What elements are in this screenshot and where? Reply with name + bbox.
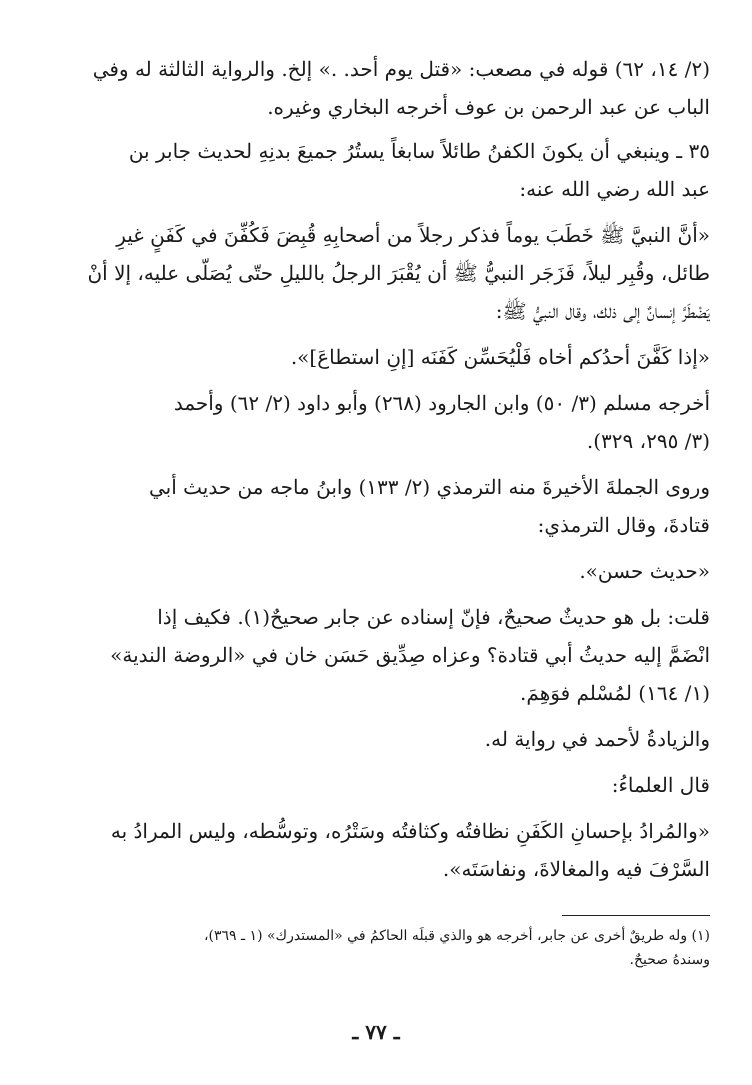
text-line: «والمُرادُ بإحسانِ الكَفَنِ نظافتُه وكثافتُه وسَتْرُه، وتوسُّطه، وليس المرادُ به [110,819,710,843]
paragraph-addition [58,720,710,758]
text-line: قلت: بل هو حديثٌ صحيحٌ، فإنّ إسناده عن جابر صحيحٌ(١). فكيف إذا [157,605,710,629]
footnote-line: (١) وله طريقٌ أخرى عن جابر، أخرجه هو والذي قبلَه الحاكمُ في «المستدرك» (١ ـ ٣٦٩)، [203,928,710,944]
text-line: انْضَمَّ إليه حديثُ أبي قتادة؟ وعزاه صِدِّيق حَسَن خان في «الروضة الندية» [110,643,710,667]
text-line: السَّرْفَ فيه والمغالاةَ، ونفاسَتَه». [442,857,710,881]
paragraph-commentary [58,50,710,126]
text-line: والزيادةُ لأحمد في رواية له. [484,727,710,751]
paragraph-scholars-quote [58,812,710,888]
footnote-divider [562,915,710,916]
paragraph-hadith-saying [58,338,710,376]
text-line: (١/ ١٦٤) لمُسْلم فوَهِمَ. [520,681,710,705]
text-line: «حديث حسن». [579,559,710,583]
paragraph-section-35 [58,132,710,208]
footnote [58,924,710,972]
text-line: أخرجه مسلم (٣/ ٥٠) وابن الجارود (٢٦٨) وأبو داود (٢/ ٦٢) وأحمد [173,391,710,415]
paragraph-grading [58,552,710,590]
text-line: عبد الله رضي الله عنه: [519,177,710,201]
text-line: ٣٥ ـ وينبغي أن يكونَ الكفنُ طائلاً سابغاً يستُرُ جميعَ بدنِهِ لحديث جابر بن [128,139,710,163]
text-line: «إذا كَفَّنَ أحدُكم أخاه فَلْيُحَسِّن كَفَنَه [إنِ استطاعَ]». [290,345,710,369]
text-line: الباب عن عبد الرحمن بن عوف أخرجه البخاري وغيره. [267,95,710,119]
paragraph-scholars-heading [58,766,710,804]
text-line: «أنَّ النبيَّ ﷺ خَطَبَ يوماً فذكر رجلاً من أصحابِهِ قُبِضَ فَكُفِّنَ في كَفَنٍ غيرِ [116,223,710,247]
paragraph-hadith-quote [58,216,710,330]
text-line: يَضْطَرَّ إنسانٌ إلى ذلك، وقال النبيُّ ﷺ: [495,299,710,323]
text-line: قال العلماءُ: [611,773,710,797]
text-line: (٢/ ١٤، ٦٢) قوله في مصعب: «قتل يوم أحد. .» إلخ. والرواية الثالثة له وفي [92,57,710,81]
paragraph-tirmidhi [58,468,710,544]
page-number: ـ ٧٧ ـ [352,1020,400,1044]
footnote-line: وسندهُ صحيحٌ. [629,952,710,968]
text-line: طائل، وقُبِر ليلاً، فَزَجَر النبيُّ ﷺ أن يُقْبَرَ الرجلُ بالليلِ حتّى يُصَلّى عليه، إلا أنْ [87,261,710,285]
paragraph-author-comment [58,598,710,712]
text-line: وروى الجملةَ الأخيرةَ منه الترمذي (٢/ ١٣٣) وابنُ ماجه من حديث أبي [148,475,710,499]
text-line: قتادةَ، وقال الترمذي: [537,513,710,537]
text-line: (٣/ ٢٩٥، ٣٢٩). [586,429,710,453]
paragraph-sources [58,384,710,460]
